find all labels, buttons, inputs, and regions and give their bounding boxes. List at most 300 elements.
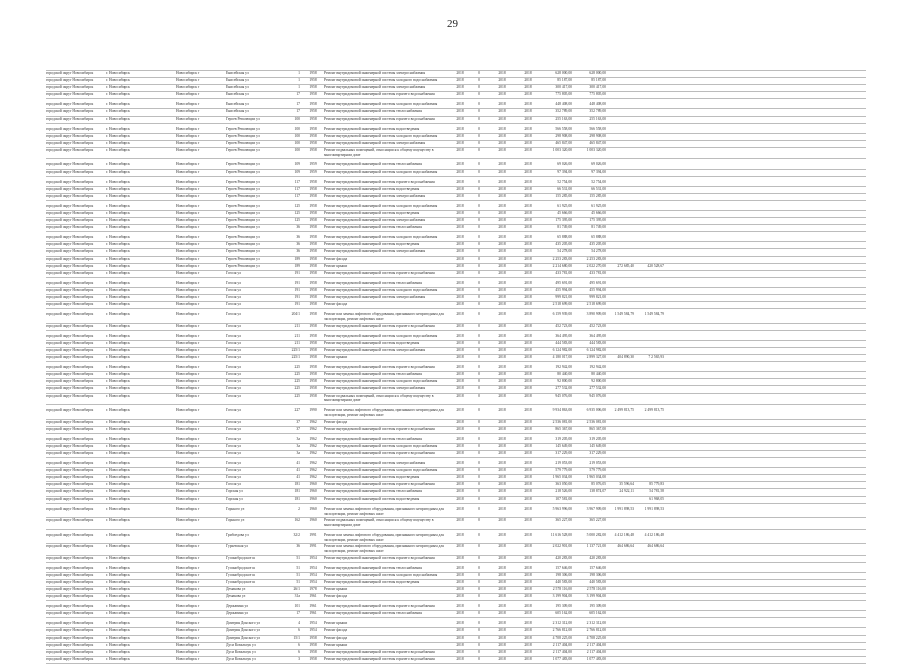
table-cell: 1958: [309, 386, 317, 391]
table-cell: городской округ Новосибирск: [46, 518, 94, 523]
table-cell: Ремонт внутридомовой инженерной системы холодного водоснабжения: [324, 102, 438, 107]
table-cell: 1990: [309, 408, 317, 413]
table-cell: г. Новосибирск: [106, 333, 130, 338]
table-cell: 2018: [524, 436, 532, 441]
table-cell: 2018: [498, 489, 506, 494]
table-cell: 1962: [309, 450, 317, 455]
table-cell: Ремонт внутридомовой инженерной системы теплоснабжения: [324, 109, 422, 114]
table-cell: 2018: [456, 169, 464, 174]
table-cell: Новосибирск г: [176, 235, 200, 240]
table-cell: г. Новосибирск: [106, 270, 130, 275]
table-cell: 1960: [309, 489, 317, 494]
table-cell: 1958: [309, 365, 317, 370]
table-cell: 2018: [524, 393, 532, 398]
table-cell: 1958: [309, 71, 317, 75]
table-cell: г. Новосибирск: [106, 85, 130, 90]
table-cell: Гусинобродское ш: [226, 572, 256, 577]
table-cell: г. Новосибирск: [106, 555, 130, 560]
table-cell: 227: [294, 408, 300, 413]
table-cell: 31а: [294, 594, 300, 599]
table-cell: 225: [294, 365, 300, 370]
table-cell: 1958: [309, 333, 317, 338]
table-cell: Ремонт внутридомовой инженерной системы электроснабжения: [324, 193, 426, 198]
table-cell: 2018: [456, 372, 464, 377]
table-row: [46, 109, 866, 116]
table-row: [46, 643, 866, 650]
table-cell: городской округ Новосибирск: [46, 211, 94, 215]
table-cell: Ремонт подвальных помещений, относящихся к общему имуществу в многоквартирном доме: [324, 147, 434, 157]
table-cell: 0: [478, 365, 480, 370]
table-cell: 2018: [524, 419, 532, 424]
table-cell: Гусинобродское ш: [226, 555, 256, 560]
table-cell: 2018: [498, 621, 506, 626]
table-cell: 0: [478, 140, 480, 145]
table-cell: 2018: [524, 506, 532, 511]
table-cell: 2018: [456, 71, 464, 75]
table-cell: г. Новосибирск: [106, 450, 130, 455]
table-cell: 2018: [524, 249, 532, 254]
table-cell: 2018: [456, 140, 464, 145]
table-cell: Дуси Ковальчук ул: [226, 642, 256, 647]
table-cell: Ремонт внутридомовой инженерной системы теплоснабжения: [324, 372, 422, 377]
table-cell: 1958: [309, 287, 317, 292]
table-cell: Гоголя ул: [226, 365, 241, 370]
table-cell: 2018: [456, 594, 464, 599]
table-cell: 2018: [524, 147, 532, 152]
table-row: [46, 257, 866, 264]
table-cell: 37: [296, 426, 300, 431]
table-cell: Демакова ул: [226, 586, 246, 591]
table-cell: 2 536 081,00: [586, 419, 606, 424]
table-cell: 0: [478, 572, 480, 577]
table-cell: 2018: [498, 225, 506, 230]
table-cell: 2 518 699,00: [552, 302, 572, 307]
table-cell: 6 124 982,00: [552, 348, 572, 352]
table-cell: 2018: [456, 186, 464, 191]
table-cell: 1962: [309, 443, 317, 448]
table-cell: Новосибирск г: [176, 611, 200, 616]
table-cell: 0: [478, 506, 480, 511]
table-cell: городской округ Новосибирск: [46, 565, 94, 570]
table-cell: городской округ Новосибирск: [46, 461, 94, 466]
table-cell: Новосибирск г: [176, 379, 200, 384]
table-cell: Новосибирск г: [176, 133, 200, 138]
table-cell: 2018: [498, 365, 506, 370]
table-cell: городской округ Новосибирск: [46, 555, 94, 560]
table-cell: 2018: [498, 443, 506, 448]
table-cell: 1978: [309, 586, 317, 591]
table-cell: Героев Революции ул: [226, 179, 260, 184]
table-cell: 1958: [309, 635, 317, 640]
table-cell: Ремонт крыши: [324, 586, 348, 591]
table-cell: 2 022 270,00: [586, 263, 606, 268]
table-cell: 2018: [524, 386, 532, 391]
table-row: [46, 148, 866, 160]
table-cell: Дуси Ковальчук ул: [226, 656, 256, 661]
table-cell: 2018: [456, 133, 464, 138]
table-cell: 1958: [309, 393, 317, 398]
table-cell: городской округ Новосибирск: [46, 579, 94, 584]
table-cell: 0: [478, 489, 480, 494]
table-cell: г. Новосибирск: [106, 302, 130, 307]
table-cell: 2018: [456, 256, 464, 261]
table-cell: Ремонт внутридомовой инженерной системы холодного водоснабжения: [324, 133, 438, 138]
table-cell: Гоголя ул: [226, 408, 241, 413]
table-cell: 0: [478, 496, 480, 501]
table-cell: Новосибирск г: [176, 642, 200, 647]
table-cell: 3 199 904,00: [586, 594, 606, 599]
table-cell: 1958: [309, 140, 317, 145]
table-cell: 2018: [498, 468, 506, 473]
table-cell: Новосибирск г: [176, 302, 200, 307]
table-cell: 2018: [524, 348, 532, 352]
table-cell: г. Новосибирск: [106, 532, 130, 537]
table-cell: Гоголя ул: [226, 348, 241, 352]
table-cell: Гоголя ул: [226, 461, 241, 466]
table-cell: 0: [478, 186, 480, 191]
table-cell: 2 253 283,00: [586, 256, 606, 261]
table-cell: 0: [478, 287, 480, 292]
table-cell: 1954: [309, 579, 317, 584]
table-cell: Ремонт внутридомовой инженерной системы теплоснабжения: [324, 489, 422, 494]
table-cell: Новосибирск г: [176, 482, 200, 487]
table-cell: 36: [296, 242, 300, 247]
table-cell: г. Новосибирск: [106, 193, 130, 198]
table-cell: Новосибирск г: [176, 348, 200, 352]
table-row: [46, 475, 866, 482]
table-cell: Гоголя ул: [226, 386, 241, 391]
table-cell: 2018: [498, 242, 506, 247]
table-cell: 1958: [309, 656, 317, 661]
table-cell: Новосибирск г: [176, 621, 200, 626]
table-cell: городской округ Новосибирск: [46, 169, 94, 174]
table-row: [46, 533, 866, 545]
table-cell: 2018: [524, 287, 532, 292]
table-cell: 41: [296, 461, 300, 466]
table-cell: 1 965 034,00: [552, 475, 572, 480]
table-cell: городской округ Новосибирск: [46, 426, 94, 431]
table-cell: Державина ул: [226, 604, 248, 609]
table-cell: Ремонт крыши: [324, 642, 348, 647]
table-cell: Гоголя ул: [226, 312, 241, 317]
table-cell: городской округ Новосибирск: [46, 372, 94, 377]
table-cell: городской округ Новосибирск: [46, 280, 94, 285]
table-row: [46, 587, 866, 594]
table-cell: Гоголя ул: [226, 372, 241, 377]
table-cell: 364 495,00: [555, 333, 572, 338]
table-row: [46, 657, 866, 664]
table-cell: Новосибирск г: [176, 218, 200, 223]
table-row: [46, 180, 866, 187]
table-cell: 2018: [498, 594, 506, 599]
table-cell: Гоголя ул: [226, 468, 241, 473]
table-cell: городской округ Новосибирск: [46, 532, 94, 537]
table-cell: 2018: [498, 656, 506, 661]
table-cell: 1959: [309, 169, 317, 174]
table-row: [46, 85, 866, 92]
table-cell: Новосибирск г: [176, 92, 200, 97]
table-row: [46, 461, 866, 468]
table-cell: Ремонт внутридомовой инженерной системы холодного водоснабжения: [324, 379, 438, 384]
table-cell: Горького ул: [226, 506, 245, 511]
table-cell: Гоголя ул: [226, 355, 241, 360]
table-row: [46, 451, 866, 458]
table-cell: 1 003 320,00: [552, 147, 572, 152]
table-cell: 225: [294, 386, 300, 391]
table-cell: 0: [478, 635, 480, 640]
table-cell: 0: [478, 408, 480, 413]
table-cell: 2018: [498, 312, 506, 317]
table-cell: Горького ул: [226, 518, 245, 523]
table-row: [46, 379, 866, 386]
table-cell: 433 781,00: [555, 270, 572, 275]
table-cell: 465 847,00: [555, 140, 572, 145]
table-cell: 2 578 116,00: [586, 586, 606, 591]
table-cell: 464 686,64: [647, 544, 664, 549]
table-cell: Новосибирск г: [176, 565, 200, 570]
table-cell: 0: [478, 116, 480, 121]
table-cell: 0: [478, 379, 480, 384]
table-cell: 2018: [498, 333, 506, 338]
table-cell: Ремонт внутридомовой инженерной системы горячего водоснабжения: [324, 426, 435, 431]
table-cell: 2018: [524, 379, 532, 384]
table-row: [46, 162, 866, 169]
table-cell: 2018: [524, 579, 532, 584]
table-row: [46, 355, 866, 362]
table-cell: Новосибирск г: [176, 579, 200, 584]
table-cell: 2018: [456, 348, 464, 352]
table-cell: 2018: [456, 109, 464, 114]
table-cell: 448 408,00: [555, 102, 572, 107]
table-cell: 85 076,05: [591, 482, 606, 487]
table-cell: Героев Революции ул: [226, 211, 260, 215]
table-cell: 300 417,00: [589, 85, 606, 90]
table-cell: 1958: [309, 642, 317, 647]
table-cell: 36: [296, 249, 300, 254]
table-cell: 117: [294, 193, 300, 198]
table-row: [46, 636, 866, 643]
table-cell: 2018: [498, 126, 506, 131]
table-cell: Новосибирск г: [176, 169, 200, 174]
table-cell: 2 578 116,00: [552, 586, 572, 591]
table-cell: 1960: [309, 482, 317, 487]
table-cell: Гоголя ул: [226, 475, 241, 480]
table-cell: 2018: [524, 555, 532, 560]
table-cell: 945 076,00: [589, 393, 606, 398]
table-row: [46, 365, 866, 372]
table-cell: 2018: [524, 586, 532, 591]
table-cell: 80 440,00: [591, 372, 606, 377]
table-cell: 0: [478, 544, 480, 549]
table-cell: 2018: [524, 312, 532, 317]
table-cell: городской округ Новосибирск: [46, 379, 94, 384]
table-cell: 0: [478, 249, 480, 254]
table-cell: городской округ Новосибирск: [46, 586, 94, 591]
table-cell: Гоголя ул: [226, 333, 241, 338]
table-row: [46, 556, 866, 563]
table-cell: Новосибирск г: [176, 355, 200, 360]
table-cell: 2018: [498, 256, 506, 261]
table-cell: городской округ Новосибирск: [46, 71, 94, 75]
table-cell: городской округ Новосибирск: [46, 355, 94, 360]
table-cell: Гоголя ул: [226, 280, 241, 285]
table-row: [46, 102, 866, 109]
table-cell: 1958: [309, 92, 317, 97]
table-cell: 155 285,00: [589, 193, 606, 198]
table-cell: 2018: [498, 649, 506, 654]
table-cell: городской округ Новосибирск: [46, 203, 94, 208]
table-cell: 2018: [498, 71, 506, 75]
table-cell: г. Новосибирск: [106, 496, 130, 501]
table-cell: 2018: [524, 218, 532, 223]
table-cell: 2018: [456, 436, 464, 441]
table-cell: 1958: [309, 116, 317, 121]
table-cell: г. Новосибирск: [106, 169, 130, 174]
table-cell: 2018: [456, 179, 464, 184]
table-cell: г. Новосибирск: [106, 140, 130, 145]
table-cell: 0: [478, 78, 480, 83]
table-cell: Гоголя ул: [226, 379, 241, 384]
table-cell: 145 649,00: [589, 443, 606, 448]
table-cell: 191: [294, 280, 300, 285]
table-cell: 2018: [456, 611, 464, 616]
table-cell: 2018: [524, 489, 532, 494]
table-cell: 364 495,00: [589, 333, 606, 338]
table-cell: 92 800,00: [557, 379, 572, 384]
table-cell: 444 583,00: [555, 340, 572, 345]
table-cell: 2018: [524, 78, 532, 83]
table-cell: городской округ Новосибирск: [46, 235, 94, 240]
table-cell: 198 306,00: [589, 572, 606, 577]
table-cell: 2018: [456, 544, 464, 549]
table-cell: 1958: [309, 225, 317, 230]
table-cell: 495 691,00: [589, 280, 606, 285]
table-cell: 61 925,00: [557, 203, 572, 208]
table-cell: 2018: [524, 71, 532, 75]
table-cell: городской округ Новосибирск: [46, 649, 94, 654]
table-cell: городской округ Новосибирск: [46, 263, 94, 268]
table-cell: 2018: [498, 496, 506, 501]
table-cell: Ремонт фасада: [324, 302, 348, 307]
table-cell: 0: [478, 656, 480, 661]
table-cell: г. Новосибирск: [106, 635, 130, 640]
table-cell: Героев Революции ул: [226, 133, 260, 138]
table-cell: 5 000 282,00: [586, 532, 606, 537]
table-cell: г. Новосибирск: [106, 218, 130, 223]
table-cell: 420 283,00: [555, 555, 572, 560]
table-cell: Новосибирск г: [176, 340, 200, 345]
table-cell: г. Новосибирск: [106, 379, 130, 384]
table-row: [46, 211, 866, 218]
table-cell: Ремонт внутридомовой инженерной системы водоотведения: [324, 579, 420, 584]
table-cell: 2018: [524, 621, 532, 626]
table-cell: 444 583,00: [589, 340, 606, 345]
table-cell: Дмитрия Донского ул: [226, 635, 261, 640]
table-cell: городской округ Новосибирск: [46, 628, 94, 633]
table-cell: Ремонт внутридомовой инженерной системы холодного водоснабжения: [324, 169, 438, 174]
table-cell: 2018: [456, 302, 464, 307]
table-cell: 109: [294, 162, 300, 167]
table-cell: Героев Революции ул: [226, 147, 260, 152]
table-cell: 1 991 898,53: [614, 506, 634, 511]
table-cell: г. Новосибирск: [106, 249, 130, 254]
table-cell: 404 890,30: [617, 355, 634, 360]
table-cell: г. Новосибирск: [106, 203, 130, 208]
table-cell: 2018: [456, 386, 464, 391]
table-cell: 1960: [309, 506, 317, 511]
table-cell: 2 499 813,75: [644, 408, 664, 413]
table-cell: 2018: [456, 85, 464, 90]
table-cell: 65 888,00: [557, 235, 572, 240]
table-cell: 181: [294, 482, 300, 487]
table-cell: 69 026,00: [557, 162, 572, 167]
table-cell: Новосибирск г: [176, 506, 200, 511]
table-cell: 2018: [524, 333, 532, 338]
table-cell: 36: [296, 544, 300, 549]
table-cell: г. Новосибирск: [106, 436, 130, 441]
table-cell: Енисейская ул: [226, 85, 249, 90]
table-cell: г. Новосибирск: [106, 71, 130, 75]
table-cell: Ремонт крыши: [324, 355, 348, 360]
table-cell: Ремонт внутридомовой инженерной системы горячего водоснабжения: [324, 365, 435, 370]
table-cell: 3а: [296, 436, 300, 441]
table-cell: 97 394,00: [591, 169, 606, 174]
table-cell: 2018: [456, 586, 464, 591]
table-row: [46, 507, 866, 519]
table-cell: Новосибирск г: [176, 295, 200, 300]
table-cell: 2018: [498, 372, 506, 377]
table-cell: Новосибирск г: [176, 419, 200, 424]
table-cell: 0: [478, 579, 480, 584]
table-cell: Демакова ул: [226, 594, 246, 599]
table-cell: г. Новосибирск: [106, 280, 130, 285]
table-cell: Ремонт внутридомовой инженерной системы теплоснабжения: [324, 565, 422, 570]
table-cell: городской округ Новосибирск: [46, 147, 94, 152]
table-cell: 6: [298, 649, 300, 654]
table-cell: 2018: [456, 280, 464, 285]
table-cell: Ремонт фасада: [324, 419, 348, 424]
table-cell: Новосибирск г: [176, 147, 200, 152]
table-cell: 3 967 909,00: [586, 506, 606, 511]
table-cell: Гоголя ул: [226, 270, 241, 275]
table-cell: 0: [478, 348, 480, 352]
table-cell: 2018: [456, 365, 464, 370]
table-cell: 2018: [524, 532, 532, 537]
table-cell: Ремонт внутридомовой инженерной системы электроснабжения: [324, 140, 426, 145]
table-cell: 6 935 006,00: [586, 408, 606, 413]
table-row: [46, 117, 866, 124]
table-cell: Новосибирск г: [176, 256, 200, 261]
table-cell: городской округ Новосибирск: [46, 496, 94, 501]
table-cell: городской округ Новосибирск: [46, 193, 94, 198]
table-cell: Ремонт крыши: [324, 263, 348, 268]
table-cell: городской округ Новосибирск: [46, 323, 94, 328]
table-cell: Ремонт внутридомовой инженерной системы горячего водоснабжения: [324, 450, 435, 455]
table-cell: 155 285,00: [555, 193, 572, 198]
table-cell: Ремонт внутридомовой инженерной системы теплоснабжения: [324, 436, 422, 441]
table-cell: 195 309,00: [555, 604, 572, 609]
table-cell: 2018: [498, 169, 506, 174]
table-cell: 24 922,11: [619, 489, 634, 494]
table-cell: 2018: [456, 489, 464, 494]
table-cell: городской округ Новосибирск: [46, 436, 94, 441]
table-cell: 605 162,00: [589, 611, 606, 616]
table-cell: 2018: [524, 225, 532, 230]
table-cell: 2018: [498, 393, 506, 398]
table-cell: 191: [294, 295, 300, 300]
table-row: [46, 249, 866, 256]
table-cell: 2018: [524, 295, 532, 300]
